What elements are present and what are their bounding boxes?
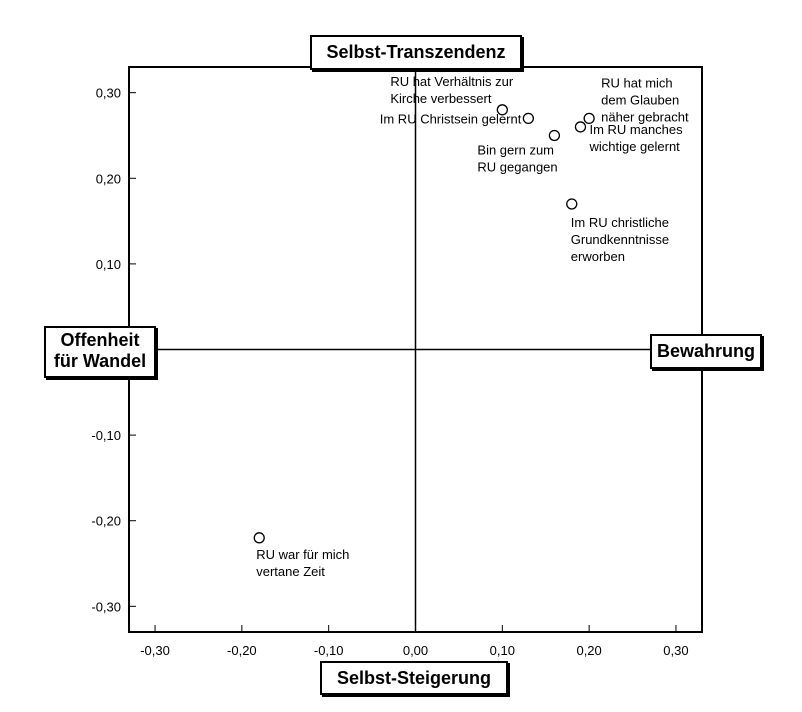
y-tick-label: -0,20 — [91, 513, 121, 529]
data-point-label: RU hat mich — [601, 75, 673, 91]
y-tick-label: 0,20 — [95, 171, 121, 187]
data-point-label: Im RU christliche — [570, 214, 670, 230]
x-tick-label: 0,20 — [576, 643, 602, 658]
axis-label-left — [44, 326, 156, 378]
data-point-marker — [567, 199, 577, 209]
x-tick-label: 0,00 — [402, 643, 429, 658]
data-point-marker — [254, 533, 264, 543]
data-point-label: Im RU manches — [589, 121, 683, 137]
data-point-label: RU gegangen — [477, 159, 558, 175]
y-tick-label: -0,30 — [91, 599, 121, 615]
x-tick-label: 0,10 — [489, 643, 515, 658]
axis-label-top: Selbst-Transzendenz — [310, 35, 522, 70]
data-point-label: näher gebracht — [601, 109, 689, 125]
data-point-marker — [549, 130, 559, 140]
data-point-marker — [575, 122, 585, 132]
data-point-label: Kirche verbessert — [390, 90, 492, 106]
y-tick-label: 0,30 — [95, 85, 121, 101]
axis-label-left-line2: für Wandel — [53, 351, 147, 371]
data-point-label: Grundkenntnisse — [570, 231, 670, 247]
x-tick-label: -0,20 — [227, 643, 257, 658]
data-point-label: RU war für mich — [256, 546, 350, 562]
data-point-label: dem Glauben — [601, 92, 680, 108]
axis-label-left-line1: Offenheit — [60, 330, 140, 350]
y-tick-label: 0,10 — [95, 256, 121, 272]
axis-label-bottom: Selbst-Steigerung — [320, 661, 508, 695]
data-point-label: vertane Zeit — [256, 563, 325, 579]
y-tick-label: -0,10 — [91, 428, 121, 444]
data-point-label: RU hat Verhältnis zur — [390, 73, 514, 89]
data-point-label: wichtige gelernt — [589, 138, 680, 154]
x-tick-label: 0,30 — [663, 643, 689, 658]
data-point-label: Bin gern zum — [477, 142, 555, 158]
data-point-label: erworben — [570, 248, 625, 264]
data-point-label: Im RU Christsein gelernt — [379, 111, 522, 127]
axis-label-right: Bewahrung — [650, 334, 762, 369]
x-tick-label: -0,30 — [140, 643, 170, 658]
data-point-marker — [523, 113, 533, 123]
x-tick-label: -0,10 — [313, 643, 344, 658]
